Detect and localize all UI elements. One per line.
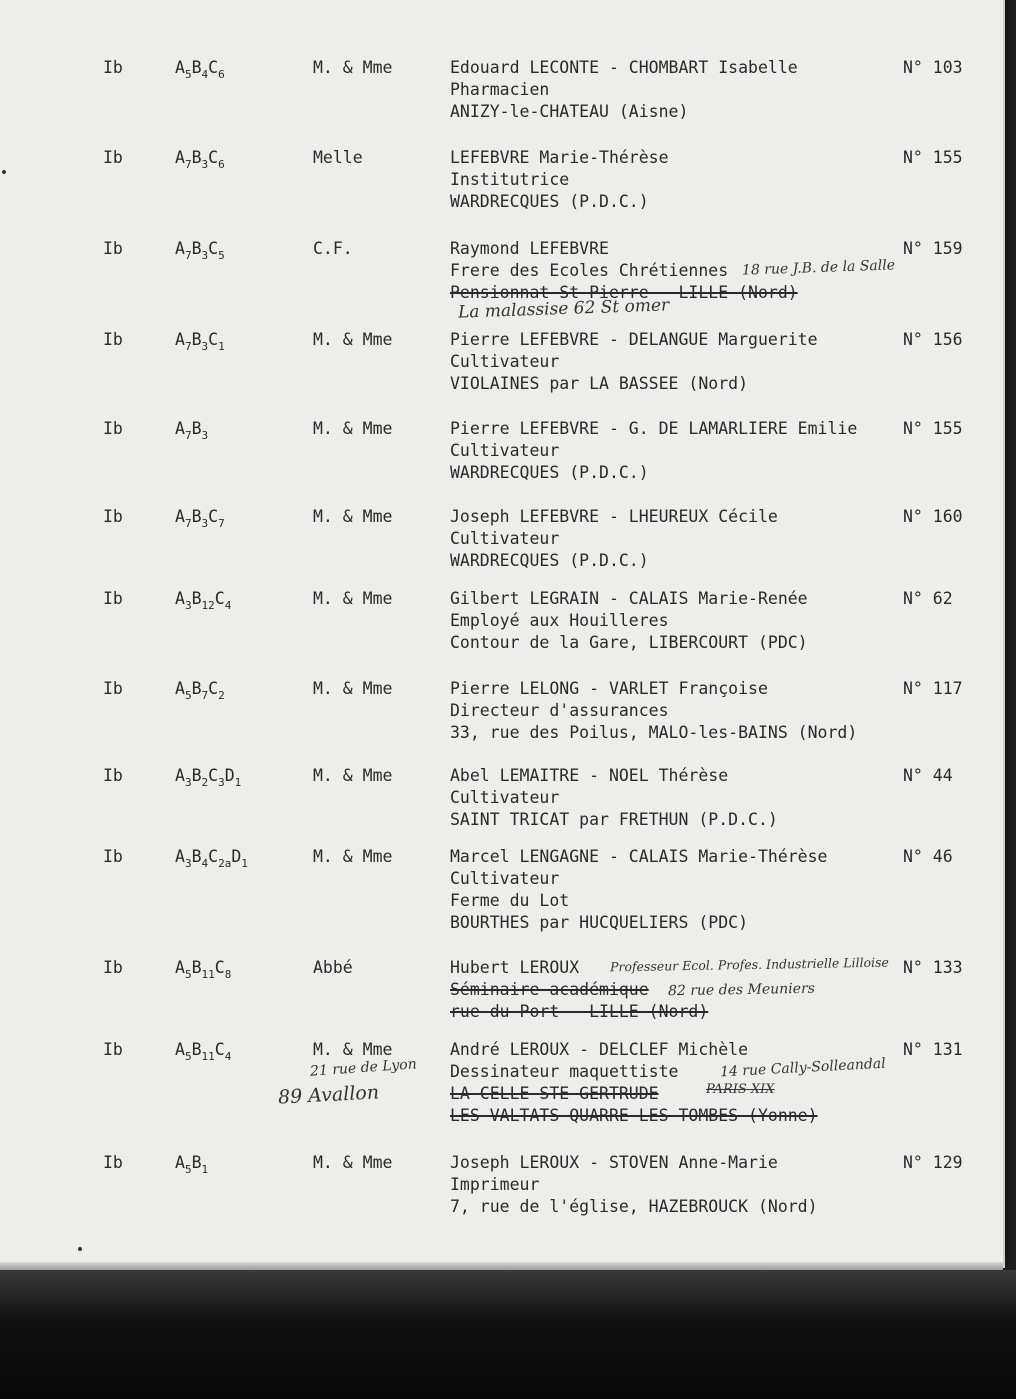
entry-title: M. & Mme <box>313 507 393 526</box>
code-index: 3 <box>184 776 192 789</box>
code-index: 1 <box>234 776 242 789</box>
entry-detail-line: BOURTHES par HUCQUELIERS (PDC) <box>450 913 749 932</box>
code-index: 4 <box>224 1050 232 1063</box>
entry-number: N° 156 <box>903 330 963 349</box>
code-letter: A <box>175 589 185 608</box>
code-letter: A <box>175 1040 185 1059</box>
code-index: 11 <box>201 1050 215 1063</box>
entry-detail-line: Frere des Ecoles Chrétiennes <box>450 261 729 280</box>
code-letter: C <box>208 58 219 77</box>
person-name: Joseph LEROUX - STOVEN Anne-Marie <box>450 1153 778 1172</box>
entry-detail-line: VIOLAINES par LA BASSEE (Nord) <box>450 374 749 393</box>
person-name: Pierre LEFEBVRE - G. DE LAMARLIERE Emilie <box>450 419 858 438</box>
person-name: Abel LEMAITRE - NOEL Thérèse <box>450 766 729 785</box>
code-index: 11 <box>201 968 215 981</box>
code-index: 2 <box>218 689 225 702</box>
entry-text <box>450 678 857 744</box>
entry-number: N° 160 <box>903 507 963 526</box>
code-letter: A <box>175 679 185 698</box>
entry-number: N° 103 <box>903 58 963 77</box>
code-index: 4 <box>224 599 232 612</box>
entry-text <box>450 329 818 395</box>
handwritten-address: 82 rue des Meuniers <box>667 980 816 1000</box>
background-surface <box>0 1270 1016 1399</box>
entry-detail-line: Ferme du Lot <box>450 891 570 910</box>
code-index: 3 <box>218 776 225 789</box>
code-letter: A <box>175 766 185 785</box>
code-letter: B <box>191 589 202 608</box>
code-letter: C <box>208 679 219 698</box>
code-index: 3 <box>201 517 209 530</box>
code-index: 5 <box>184 1050 192 1063</box>
code-index: 1 <box>201 1163 209 1176</box>
handwritten-address: 21 rue de Lyon <box>309 1056 418 1080</box>
entry-class: Ib <box>103 847 123 866</box>
code-letter: C <box>214 589 225 608</box>
code-letter: A <box>175 847 185 866</box>
person-name: Edouard LECONTE - CHOMBART Isabelle <box>450 58 798 77</box>
entry-text <box>450 147 669 213</box>
code-index: 5 <box>184 68 192 81</box>
entry-text <box>450 846 828 934</box>
code-index: 12 <box>201 599 215 612</box>
person-name: André LEROUX - DELCLEF Michèle <box>450 1040 749 1059</box>
code-letter: A <box>175 148 185 167</box>
person-name: Hubert LEROUX <box>450 958 580 977</box>
code-letter: A <box>175 419 185 438</box>
entry-title: M. & Mme <box>313 330 393 349</box>
handwritten-crossed-city: PARIS XIX <box>706 1082 775 1097</box>
entry-detail-line: Imprimeur <box>450 1175 540 1194</box>
code-index: 3 <box>201 340 209 353</box>
code-index: 7 <box>184 429 192 442</box>
entry-title: M. & Mme <box>313 679 393 698</box>
genealogy-code <box>175 57 225 86</box>
code-letter: B <box>191 330 202 349</box>
code-index: 3 <box>201 249 209 262</box>
code-index: 2a <box>218 857 232 870</box>
entry-class: Ib <box>103 1153 123 1172</box>
genealogy-code <box>175 846 248 875</box>
code-letter: B <box>191 239 202 258</box>
entry-text <box>450 57 798 123</box>
code-index: 1 <box>218 340 225 353</box>
entry-class: Ib <box>103 766 123 785</box>
entry-title: M. & Mme <box>313 419 393 438</box>
genealogy-code <box>175 588 231 617</box>
entry-title: M. & Mme <box>313 1153 393 1172</box>
entry-title: C.F. <box>313 239 353 258</box>
code-letter: A <box>175 507 185 526</box>
entry-detail-line: ANIZY-le-CHATEAU (Aisne) <box>450 102 689 121</box>
handwritten-address: 14 rue Cally-Solleandal <box>719 1055 887 1081</box>
code-letter: C <box>208 766 219 785</box>
entry-number: N° 155 <box>903 148 963 167</box>
code-index: 7 <box>184 249 192 262</box>
code-letter: B <box>191 148 202 167</box>
entry-class: Ib <box>103 58 123 77</box>
person-name: Pierre LEFEBVRE - DELANGUE Marguerite <box>450 330 818 349</box>
genealogy-code <box>175 506 225 535</box>
entry-text <box>450 588 808 654</box>
genealogy-code <box>175 957 231 986</box>
entry-detail-line: Cultivateur <box>450 441 560 460</box>
entry-title: Melle <box>313 148 363 167</box>
entry-detail-line: 7, rue de l'église, HAZEBROUCK (Nord) <box>450 1197 818 1216</box>
entry-text <box>450 418 857 484</box>
entry-detail-line: 33, rue des Poilus, MALO-les-BAINS (Nord) <box>450 723 858 742</box>
code-letter: C <box>208 507 219 526</box>
entry-detail-line: Pharmacien <box>450 80 550 99</box>
entry-number: N° 44 <box>903 766 953 785</box>
code-letter: B <box>191 419 202 438</box>
code-letter: C <box>208 148 219 167</box>
code-index: 3 <box>184 857 192 870</box>
person-name: LEFEBVRE Marie-Thérèse <box>450 148 669 167</box>
entry-class: Ib <box>103 958 123 977</box>
entry-detail-line: Cultivateur <box>450 529 560 548</box>
code-index: 8 <box>224 968 232 981</box>
code-index: 5 <box>184 968 192 981</box>
entry-detail-line: Cultivateur <box>450 352 560 371</box>
genealogy-code <box>175 418 208 447</box>
genealogy-code <box>175 678 225 707</box>
entry-detail-line: WARDRECQUES (P.D.C.) <box>450 192 649 211</box>
entry-number: N° 62 <box>903 589 953 608</box>
entry-title: M. & Mme <box>313 589 393 608</box>
code-index: 4 <box>201 857 209 870</box>
entry-number: N° 159 <box>903 239 963 258</box>
entry-detail-line: Employé aux Houilleres <box>450 611 669 630</box>
code-index: 3 <box>184 599 192 612</box>
person-name: Gilbert LEGRAIN - CALAIS Marie-Renée <box>450 589 808 608</box>
code-letter: D <box>224 766 235 785</box>
code-letter: C <box>208 239 219 258</box>
code-letter: B <box>191 1153 202 1172</box>
code-index: 3 <box>201 429 209 442</box>
genealogy-code <box>175 765 241 794</box>
entry-detail-line: WARDRECQUES (P.D.C.) <box>450 551 649 570</box>
code-letter: A <box>175 239 185 258</box>
code-letter: D <box>231 847 242 866</box>
entry-detail-line: Institutrice <box>450 170 570 189</box>
entry-detail-line: LA CELLE STE GERTRUDE <box>450 1084 659 1103</box>
handwritten-address: 18 rue J.B. de la Salle <box>741 257 896 279</box>
entry-number: N° 46 <box>903 847 953 866</box>
code-letter: B <box>191 1040 202 1059</box>
genealogy-code <box>175 238 225 267</box>
code-letter: A <box>175 58 185 77</box>
code-letter: B <box>191 58 202 77</box>
entry-text <box>450 765 778 831</box>
entry-detail-line: LES VALTATS QUARRE LES TOMBES (Yonne) <box>450 1106 818 1125</box>
entry-class: Ib <box>103 1040 123 1059</box>
code-index: 7 <box>201 689 209 702</box>
code-letter: C <box>214 958 225 977</box>
code-index: 7 <box>184 517 192 530</box>
entry-detail-line: Dessinateur maquettiste <box>450 1062 679 1081</box>
code-index: 3 <box>201 158 209 171</box>
entry-detail-line: Cultivateur <box>450 788 560 807</box>
entry-number: N° 155 <box>903 419 963 438</box>
person-name: Joseph LEFEBVRE - LHEUREUX Cécile <box>450 507 778 526</box>
code-index: 7 <box>218 517 225 530</box>
code-index: 5 <box>218 249 225 262</box>
code-index: 4 <box>201 68 209 81</box>
entry-detail-line: SAINT TRICAT par FRETHUN (P.D.C.) <box>450 810 778 829</box>
code-index: 6 <box>218 158 225 171</box>
code-letter: B <box>191 679 202 698</box>
entry-number: N° 133 <box>903 958 963 977</box>
code-letter: C <box>208 847 219 866</box>
entry-class: Ib <box>103 679 123 698</box>
entry-detail-line: Pensionnat St Pierre - LILLE (Nord) <box>450 283 798 302</box>
entry-number: N° 131 <box>903 1040 963 1059</box>
entry-class: Ib <box>103 589 123 608</box>
entry-text <box>450 1152 818 1218</box>
entry-class: Ib <box>103 419 123 438</box>
code-letter: A <box>175 330 185 349</box>
entry-number: N° 117 <box>903 679 963 698</box>
person-name: Pierre LELONG - VARLET Françoise <box>450 679 768 698</box>
person-name: Raymond LEFEBVRE <box>450 239 609 258</box>
handwritten-profession: Professeur Ecol. Profes. Industrielle Lilloise <box>609 954 890 975</box>
code-letter: B <box>191 507 202 526</box>
code-index: 2 <box>201 776 209 789</box>
code-index: 6 <box>218 68 225 81</box>
entry-class: Ib <box>103 507 123 526</box>
genealogy-code <box>175 1039 231 1068</box>
handwritten-city: 89 Avallon <box>277 1081 380 1109</box>
handwritten-city: La malassise 62 St omer <box>457 295 670 323</box>
code-index: 7 <box>184 158 192 171</box>
entry-detail-line: Contour de la Gare, LIBERCOURT (PDC) <box>450 633 808 652</box>
genealogy-code <box>175 329 225 358</box>
entry-detail-line: Directeur d'assurances <box>450 701 669 720</box>
entry-title: M. & Mme <box>313 847 393 866</box>
entry-title: M. & Mme <box>313 1040 393 1059</box>
entry-detail-line: WARDRECQUES (P.D.C.) <box>450 463 649 482</box>
entry-detail-line: Cultivateur <box>450 869 560 888</box>
code-letter: B <box>191 958 202 977</box>
page-edge <box>0 1262 1003 1270</box>
code-letter: A <box>175 1153 185 1172</box>
code-letter: B <box>191 847 202 866</box>
entry-title: M. & Mme <box>313 766 393 785</box>
entry-class: Ib <box>103 330 123 349</box>
speck-mark <box>2 170 6 174</box>
speck-mark <box>78 1247 82 1251</box>
code-letter: C <box>214 1040 225 1059</box>
genealogy-code <box>175 1152 208 1181</box>
entry-number: N° 129 <box>903 1153 963 1172</box>
entry-title: Abbé <box>313 958 353 977</box>
entry-title: M. & Mme <box>313 58 393 77</box>
code-index: 5 <box>184 689 192 702</box>
entry-text <box>450 506 778 572</box>
code-index: 1 <box>241 857 248 870</box>
code-letter: A <box>175 958 185 977</box>
entry-detail-line: rue du Port - LILLE (Nord) <box>450 1002 709 1021</box>
code-letter: B <box>191 766 202 785</box>
entry-class: Ib <box>103 239 123 258</box>
code-index: 5 <box>184 1163 192 1176</box>
entry-class: Ib <box>103 148 123 167</box>
person-name: Marcel LENGAGNE - CALAIS Marie-Thérèse <box>450 847 828 866</box>
entry-detail-line: Séminaire académique <box>450 980 649 999</box>
code-index: 7 <box>184 340 192 353</box>
genealogy-code <box>175 147 225 176</box>
code-letter: C <box>208 330 219 349</box>
